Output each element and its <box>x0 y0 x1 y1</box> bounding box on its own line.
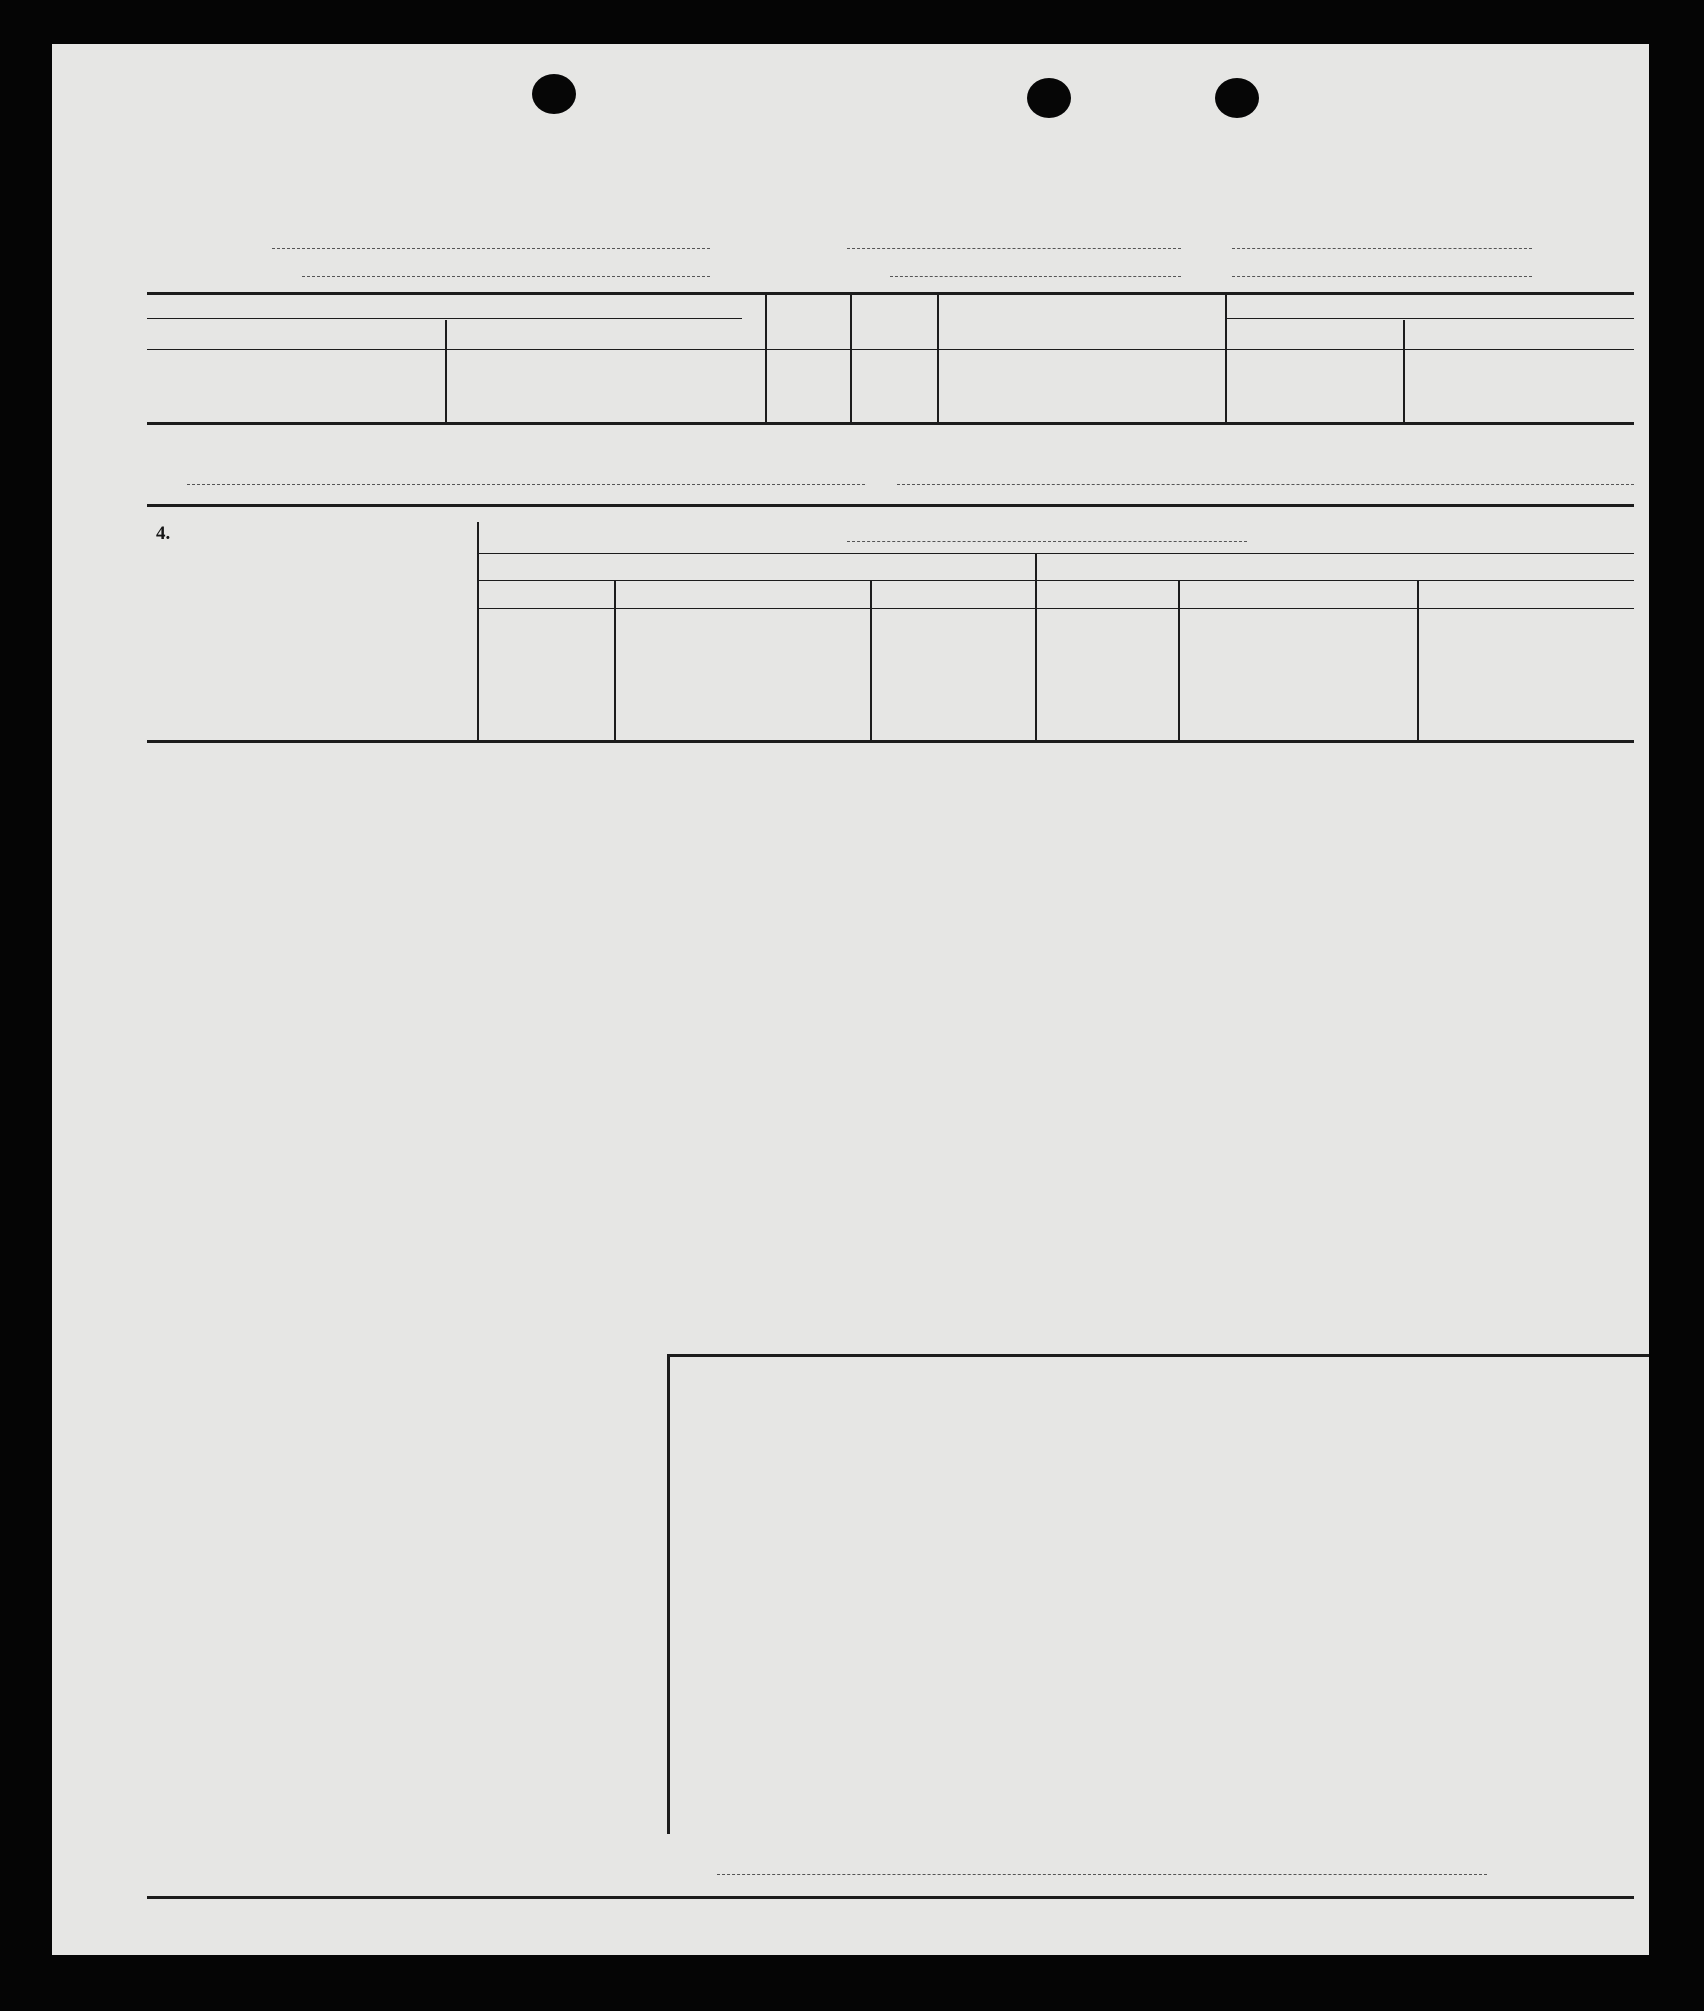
form-sheet <box>52 44 1649 1955</box>
punch-hole <box>1215 78 1259 118</box>
item4-number: 4. <box>156 523 171 544</box>
punch-hole <box>1027 78 1071 118</box>
punch-hole <box>532 74 576 114</box>
officer-box <box>667 1354 1649 1834</box>
